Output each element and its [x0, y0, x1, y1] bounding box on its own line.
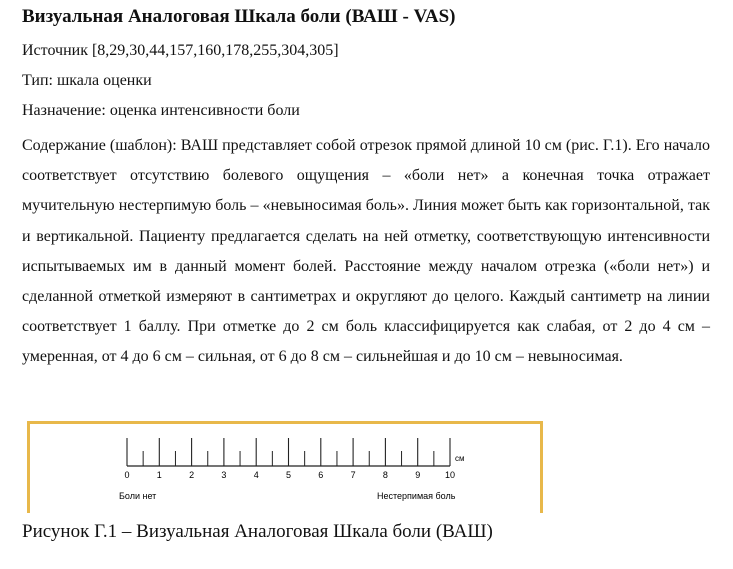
page-title: Визуальная Аналоговая Шкала боли (ВАШ - VAS) — [22, 6, 456, 27]
tick-label: 10 — [444, 470, 456, 480]
purpose-line: Назначение: оценка интенсивности боли — [22, 102, 300, 119]
tick-label: 1 — [156, 470, 162, 480]
tick-labels — [124, 470, 455, 480]
content-paragraph — [22, 131, 710, 373]
figure-caption: Рисунок Г.1 – Визуальная Аналоговая Шкала боли (ВАШ) — [22, 521, 493, 542]
tick-label: 0 — [124, 470, 130, 480]
tick-label: 3 — [221, 470, 227, 480]
tick-label: 7 — [350, 470, 356, 480]
tick-label: 5 — [285, 470, 292, 480]
tick-label: 4 — [253, 470, 259, 480]
content-text: Содержание (шаблон): ВАШ представляет собой отрезок прямой длиной 10 см (рис. Г.1). Его начало соответствует отсутствию болевого ощущения – «боли нет» а конечная точка отражает мучительную нестерпимую боль – «невыносимая боль». Линия может быть как горизонтальной, так и вертикальной. Пациенту предлагается сделать на ней отметку, соответствующую интенсивности испытываемых им в данный момент болей. Расстояние между началом отрезка («боли нет») и сделанной отметкой измеряют в сантиметрах и округляют до целого. Каждый сантиметр на линии соответствует 1 баллу. При отметке до 2 см боль классифицируется как слабая, от 2 до 4 см – умеренная, от 4 до 6 см – сильная, от 6 до 8 см – сильнейшая и до 10 см – невыносимая. — [22, 137, 710, 366]
unbearable-pain-label: Нестерпимая боль — [377, 491, 456, 501]
tick-label: 2 — [189, 470, 195, 480]
vas-figure — [27, 421, 543, 513]
vas-scale — [30, 424, 540, 513]
tick-label: 8 — [382, 470, 388, 480]
tick-label: 6 — [318, 470, 324, 480]
tick-label: 9 — [415, 470, 421, 480]
unit-label: см — [455, 454, 465, 463]
source-line: Источник [8,29,30,44,157,160,178,255,304,305] — [22, 42, 339, 59]
no-pain-label: Боли нет — [119, 491, 157, 501]
type-line: Тип: шкала оценки — [22, 72, 152, 89]
scale-ticks — [127, 438, 450, 466]
